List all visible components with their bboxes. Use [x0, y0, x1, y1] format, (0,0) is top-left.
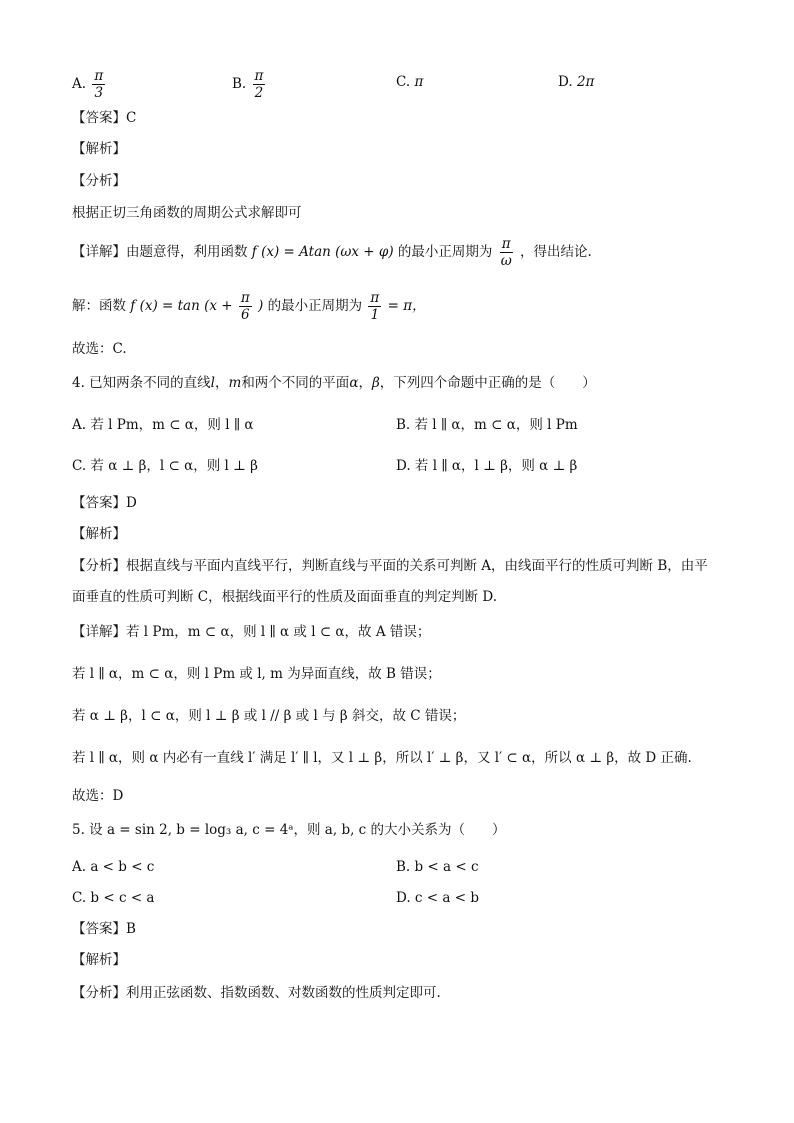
text: ，得出结论. [520, 244, 592, 260]
option-value: 2π [576, 74, 595, 90]
q4-jiexi: 【解析】 [72, 526, 126, 542]
q4-detail-2: 若 l ∥ α，m ⊂ α，则 l Pm 或 l, m 为异面直线，故 B 错误； [72, 666, 441, 682]
q4-stem [72, 373, 596, 393]
q5-option-c: C. b < c < a [72, 890, 155, 906]
text: 和两个不同的平面 [241, 375, 350, 391]
var: β [371, 375, 380, 391]
q5-option-d: D. c < a < b [396, 890, 479, 906]
text: 的最小正周期为 [397, 244, 493, 260]
q4-fenxi-1: 【分析】根据直线与平面内直线平行，判断直线与平面的关系可判断 A，由线面平行的性质可判断 B，由平 [72, 558, 708, 574]
q4-detail-1: 【详解】若 l Pm，m ⊂ α，则 l ∥ α 或 l ⊂ α，故 A 错误； [72, 624, 431, 640]
option-value: π [414, 74, 424, 90]
q3-choose: 故选：C. [72, 341, 127, 357]
formula: f (x) = tan (x + [130, 298, 233, 314]
q5-answer: 【答案】B [72, 921, 136, 937]
q4-option-b: B. 若 l ∥ α，m ⊂ α，则 l Pm [396, 417, 578, 433]
fraction [253, 68, 266, 101]
q3-option-b [232, 68, 267, 101]
q5-jiexi: 【解析】 [72, 952, 126, 968]
q3-jiexi: 【解析】 [72, 141, 126, 157]
q3-answer: 【答案】C [72, 110, 137, 126]
q4-option-a: A. 若 l Pm，m ⊂ α，则 l ∥ α [72, 417, 254, 433]
text: 的最小正周期为 [267, 298, 363, 314]
fraction-den: 1 [370, 307, 380, 323]
fraction-num: π [370, 290, 380, 306]
fraction [92, 68, 105, 101]
fraction [368, 290, 381, 323]
fraction [499, 236, 514, 269]
q4-detail-4: 若 l ∥ α，则 α 内必有一直线 l′ 满足 l′ ∥ l，又 l ⊥ β，所以 l′ ⊥ β，又 l′ ⊂ α，所以 α ⊥ β，故 D 正确. [72, 750, 692, 766]
q4-detail-3: 若 α ⊥ β，l ⊂ α，则 l ⊥ β 或 l // β 或 l 与 β 斜交，故 C 错误； [72, 708, 466, 724]
q5-option-a: A. a < b < c [72, 859, 155, 875]
text: ， [215, 375, 229, 391]
var: l [210, 375, 215, 391]
q4-answer: 【答案】D [72, 495, 137, 511]
fraction-den: 2 [254, 85, 264, 101]
q3-solution [72, 290, 426, 323]
option-letter: C. [396, 74, 411, 90]
q3-detail [72, 236, 592, 269]
fraction-den: 6 [241, 307, 250, 323]
text: ， [358, 375, 372, 391]
q3-option-a [72, 68, 107, 101]
fraction [239, 290, 252, 323]
option-letter: D. [558, 74, 573, 90]
q5-option-b: B. b < a < c [396, 859, 479, 875]
q3-fenxi-title: 【分析】 [72, 173, 126, 189]
fraction-num: π [240, 290, 250, 306]
var: α [349, 375, 359, 391]
q4-choose: 故选：D [72, 788, 124, 804]
q5-fenxi: 【分析】利用正弦函数、指数函数、对数函数的性质判定即可. [72, 985, 441, 1001]
formula: = π， [387, 298, 426, 314]
option-letter: A. [72, 76, 87, 92]
q5-stem: 5. 设 a = sin 2, b = log₃ a, c = 4ᵃ，则 a, b, c 的大小关系为（ ） [72, 822, 506, 838]
q4-option-c: C. 若 α ⊥ β，l ⊂ α，则 l ⊥ β [72, 458, 258, 474]
q3-fenxi-text: 根据正切三角函数的周期公式求解即可 [72, 205, 302, 221]
q4-fenxi-2: 面垂直的性质可判断 C，根据线面平行的性质及面面垂直的判定判断 D. [72, 589, 498, 605]
fraction-num: π [501, 236, 511, 252]
fraction-num: π [94, 68, 104, 84]
q4-option-d: D. 若 l ∥ α，l ⊥ β，则 α ⊥ β [396, 458, 578, 474]
option-letter: B. [232, 76, 247, 92]
text: ，下列四个命题中正确的是（ ） [379, 375, 596, 391]
q3-option-c [396, 72, 423, 92]
formula: ) [258, 298, 264, 314]
text: 4. 已知两条不同的直线 [72, 375, 211, 391]
var: m [228, 375, 242, 391]
fraction-den: 3 [94, 85, 104, 101]
q3-option-d [558, 72, 594, 92]
text: 【详解】由题意得，利用函数 [72, 244, 248, 260]
text: 解：函数 [72, 298, 126, 314]
fraction-num: π [254, 68, 264, 84]
fraction-den: ω [500, 253, 512, 269]
formula: f (x) = Atan (ωx + φ) [251, 244, 394, 260]
